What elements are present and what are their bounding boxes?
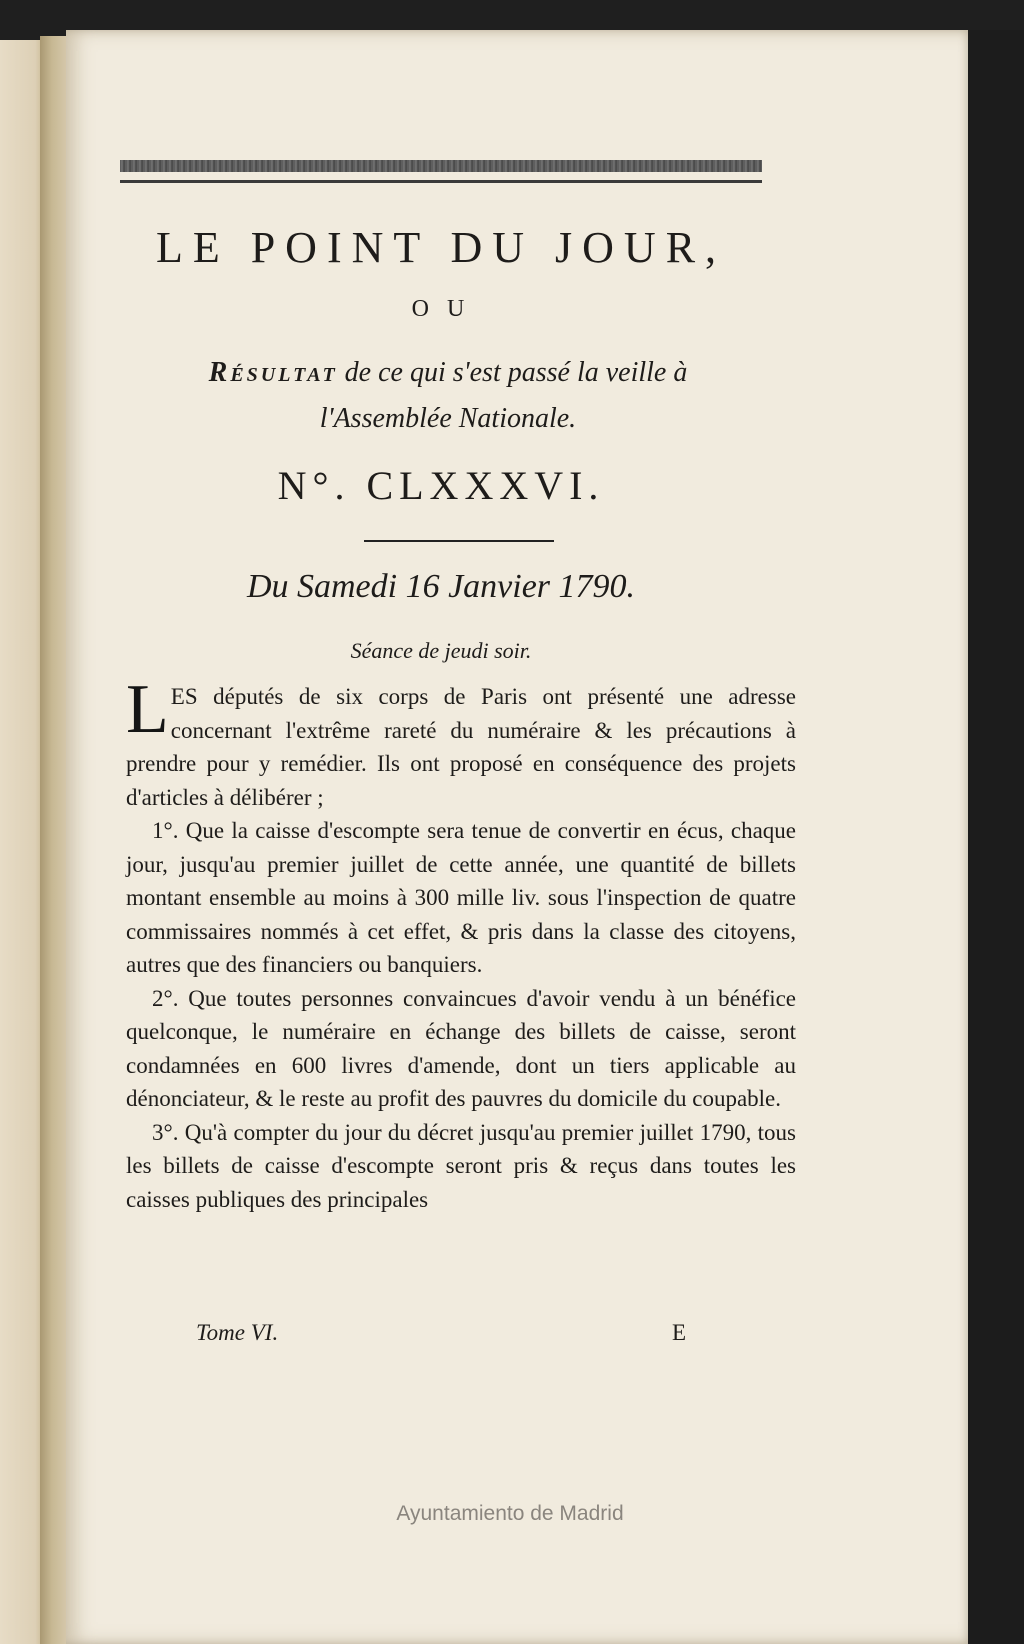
intro-text: ES députés de six corps de Paris ont présenté une adresse concernant l'extrême rareté du numéraire & les précautions à prendre pour y remédier. Ils ont proposé en conséquence des projets d'articles à délibérer ; [126, 684, 796, 810]
header-thin-rule [120, 180, 762, 183]
facing-page-edge [0, 40, 44, 1644]
subtitle-resultat: Résultat [208, 357, 338, 388]
article-1: 1°. Que la caisse d'escompte sera tenue de convertir en écus, chaque jour, jusqu'au premier juillet de cette année, une quantité de billets montant ensemble au moins à 300 mille liv. sous l'inspection de quatre commissaires nommés à cet effet, & pris dans la classe des citoyens, autres que des financiers ou banquiers. [126, 818, 796, 977]
masthead-subtitle [118, 350, 778, 442]
library-watermark: Ayuntamiento de Madrid [396, 1502, 624, 1525]
tome-label: Tome VI. [196, 1320, 279, 1345]
subtitle-line1: de ce qui s'est passé la veille à [344, 357, 688, 388]
drop-cap: L [126, 671, 169, 748]
header-ornamental-rule [120, 160, 762, 172]
issue-date: Du Samedi 16 Janvier 1790. [246, 568, 636, 605]
subtitle-line2: l'Assemblée Nationale. [319, 403, 577, 434]
masthead-ou: O U [411, 296, 471, 322]
issue-number: N°. CLXXXVI. [277, 463, 605, 508]
seance-heading: Séance de jeudi soir. [350, 638, 532, 663]
masthead-title: LE POINT DU JOUR, [155, 223, 727, 272]
section-rule [364, 540, 554, 542]
article-body [126, 671, 796, 1216]
intro-paragraph [126, 671, 796, 814]
scan-background [968, 30, 1024, 1644]
article-3: 3°. Qu'à compter du jour du décret jusqu'au premier juillet 1790, tous les billets de caisse d'escompte seront pris & reçus dans toutes les caisses publiques des principales [126, 1119, 796, 1212]
article-2: 2°. Que toutes personnes convaincues d'avoir vendu à un bénéfice quelconque, le numéraire en échange des billets de caisse, seront condamnées en 600 livres d'amende, dont un tiers applicable au dénonciateur, & le reste au profit des pauvres du domicile du coupable. [126, 985, 796, 1111]
signature-mark: E [672, 1320, 687, 1345]
page-footer [196, 1320, 696, 1346]
